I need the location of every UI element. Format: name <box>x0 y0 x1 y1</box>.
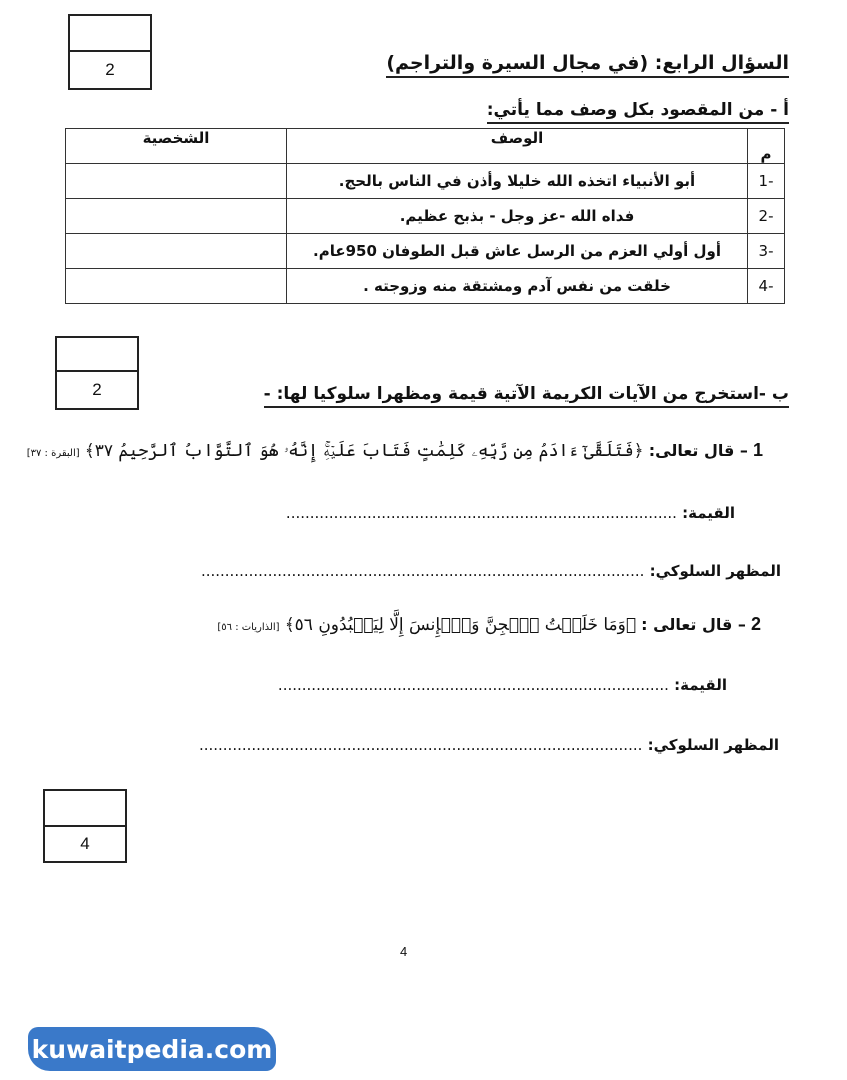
value-field-2[interactable] <box>278 676 727 694</box>
table-row <box>66 234 785 269</box>
table-row <box>66 164 785 199</box>
score-box-total <box>43 789 127 863</box>
verse-text: ﴿فَتَلَقَّىٰٓ ءَادَمُ مِن رَّبِّهِۦ كَلِمَٰتٍ فَتَابَ عَلَيۡهِۚ إِنَّهُۥ هُوَ ٱلتَّوَّابُ ٱلرَّحِيمُ ٣٧﴾ <box>84 441 644 461</box>
table-row <box>66 199 785 234</box>
score-box-q4 <box>68 14 152 90</box>
value-field-1[interactable] <box>286 504 735 522</box>
row-number: -1 <box>748 164 785 199</box>
table-row <box>66 269 785 304</box>
header-person: الشخصية <box>66 129 287 164</box>
value-label: القيمة: <box>674 676 727 694</box>
verse-reference: [الذاريات : ٥٦] <box>217 622 280 633</box>
behavior-answer-line[interactable]: ............................................................................................. <box>200 562 645 580</box>
behavior-field-2[interactable] <box>199 736 779 754</box>
header-description: الوصف <box>287 129 748 164</box>
verse-reference: [البقرة : ٣٧] <box>26 448 80 459</box>
person-answer-cell[interactable] <box>66 269 287 304</box>
row-number: -3 <box>748 234 785 269</box>
row-number: -4 <box>748 269 785 304</box>
page-number: 4 <box>400 944 408 959</box>
description-table <box>65 128 785 304</box>
row-description: فداه الله -عز وجل - بذبح عظيم. <box>287 199 748 234</box>
score-value: 2 <box>92 380 102 399</box>
behavior-label: المظهر السلوكي: <box>649 562 781 580</box>
verse-1 <box>27 440 763 461</box>
row-description: خلقت من نفس آدم ومشتقة منه وزوجته . <box>287 269 748 304</box>
verse-2 <box>217 614 761 635</box>
score-value: 2 <box>105 60 115 79</box>
score-box-part-b <box>55 336 139 410</box>
score-value: 4 <box>80 834 90 853</box>
part-b-heading: ب -استخرج من الآيات الكريمة الآتية قيمة ومظهرا سلوكيا لها: - <box>264 384 789 404</box>
verse-number: 2 <box>750 614 761 634</box>
value-answer-line[interactable]: .................................................................................. <box>277 676 669 694</box>
value-answer-line[interactable]: .................................................................................. <box>285 504 677 522</box>
person-answer-cell[interactable] <box>66 164 287 199</box>
part-a-heading: أ - من المقصود بكل وصف مما يأتي: <box>487 100 789 120</box>
behavior-label: المظهر السلوكي: <box>647 736 779 754</box>
header-num: م <box>748 129 785 164</box>
value-label: القيمة: <box>682 504 735 522</box>
row-number: -2 <box>748 199 785 234</box>
verse-prefix: – قال تعالى : <box>641 615 746 634</box>
behavior-field-1[interactable] <box>201 562 781 580</box>
verse-prefix: – قال تعالى: <box>648 441 748 460</box>
watermark-logo: kuwaitpedia.com <box>28 1027 276 1071</box>
verse-text: ﴿وَمَا خَلَقۡتُ ٱلۡجِنَّ وَٱلۡإِنسَ إِلَّا لِيَعۡبُدُونِ ٥٦﴾ <box>284 615 637 635</box>
person-answer-cell[interactable] <box>66 199 287 234</box>
verse-number: 1 <box>752 440 763 460</box>
table-header-row <box>66 129 785 164</box>
row-description: أول أولي العزم من الرسل عاش قبل الطوفان 950عام. <box>287 234 748 269</box>
row-description: أبو الأنبياء اتخذه الله خليلا وأذن في الناس بالحج. <box>287 164 748 199</box>
behavior-answer-line[interactable]: ............................................................................................. <box>198 736 643 754</box>
person-answer-cell[interactable] <box>66 234 287 269</box>
question-title: السؤال الرابع: (في مجال السيرة والتراجم) <box>386 52 789 74</box>
